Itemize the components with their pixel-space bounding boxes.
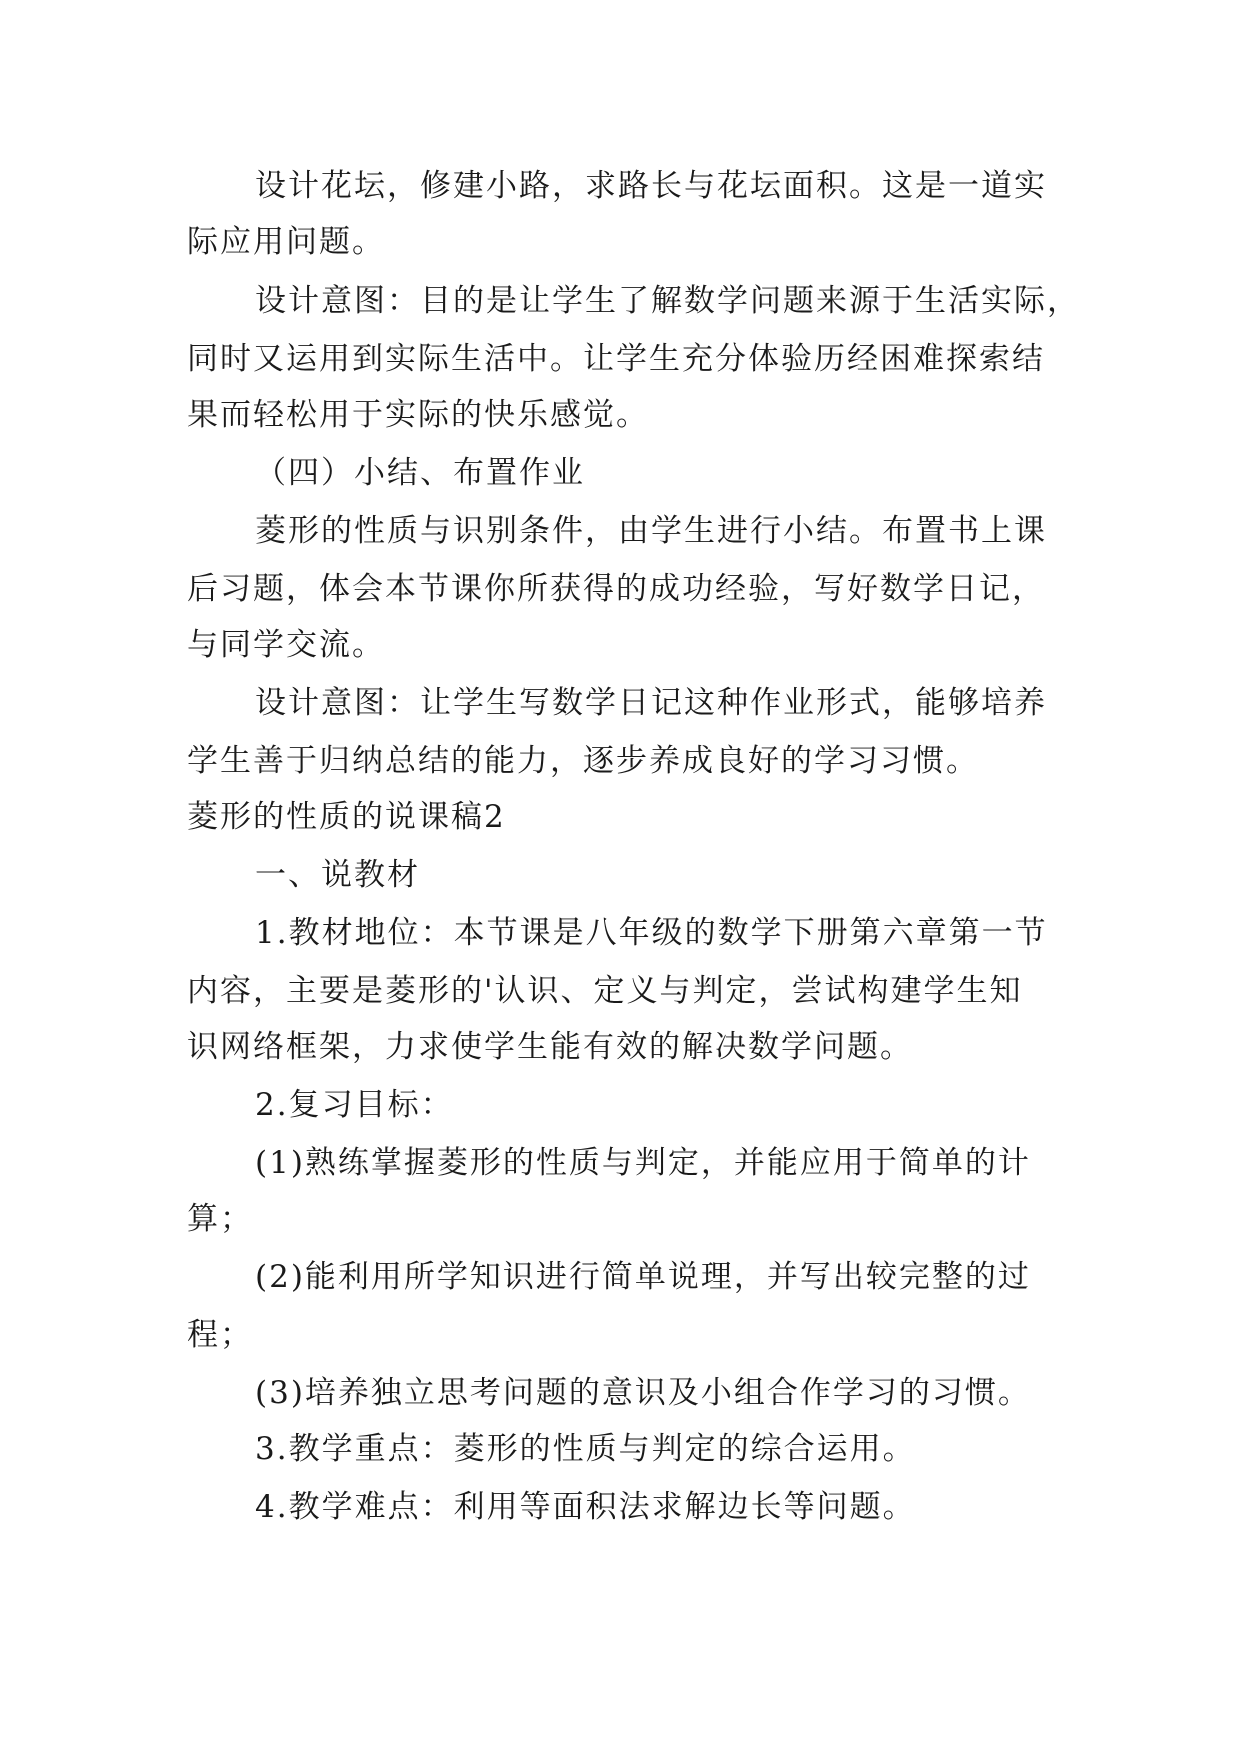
list-item-continuation: 算；: [187, 1201, 253, 1237]
paragraph-line: 识网络框架，力求使学生能有效的解决数学问题。: [187, 1029, 913, 1065]
list-item: (2)能利用所学知识进行简单说理，并写出较完整的过: [255, 1259, 1031, 1295]
paragraph-line: 设计花坛，修建小路，求路长与花坛面积。这是一道实: [255, 168, 1047, 204]
list-item: (3)培养独立思考问题的意识及小组合作学习的习惯。: [255, 1375, 1031, 1411]
paragraph-line: 与同学交流。: [187, 627, 385, 663]
paragraph-line: 3.教学重点：菱形的性质与判定的综合运用。: [255, 1431, 916, 1467]
paragraph-line: 2.复习目标：: [255, 1087, 454, 1123]
list-item: (1)熟练掌握菱形的性质与判定，并能应用于简单的计: [255, 1145, 1031, 1181]
section-heading: 一、说教材: [255, 857, 420, 893]
section-heading: （四）小结、布置作业: [255, 455, 585, 491]
paragraph-line: 内容，主要是菱形的'认识、定义与判定，尝试构建学生知: [187, 973, 1023, 1009]
paragraph-line: 菱形的性质与识别条件，由学生进行小结。布置书上课: [255, 513, 1047, 549]
paragraph-line: 设计意图：让学生写数学日记这种作业形式，能够培养: [255, 685, 1047, 721]
paragraph-line: 4.教学难点：利用等面积法求解边长等问题。: [255, 1489, 916, 1525]
paragraph-line: 果而轻松用于实际的快乐感觉。: [187, 397, 649, 433]
list-item-continuation: 程；: [187, 1317, 253, 1353]
paragraph-line: 后习题，体会本节课你所获得的成功经验，写好数学日记，: [187, 571, 1045, 607]
document-title: 菱形的性质的说课稿2: [187, 799, 506, 835]
paragraph-line: 1.教材地位：本节课是八年级的数学下册第六章第一节: [255, 915, 1048, 951]
paragraph-line: 学生善于归纳总结的能力，逐步养成良好的学习习惯。: [187, 743, 979, 779]
paragraph-line: 设计意图：目的是让学生了解数学问题来源于生活实际，: [255, 283, 1080, 319]
paragraph-line: 际应用问题。: [187, 224, 385, 260]
paragraph-line: 同时又运用到实际生活中。让学生充分体验历经困难探索结: [187, 341, 1045, 377]
